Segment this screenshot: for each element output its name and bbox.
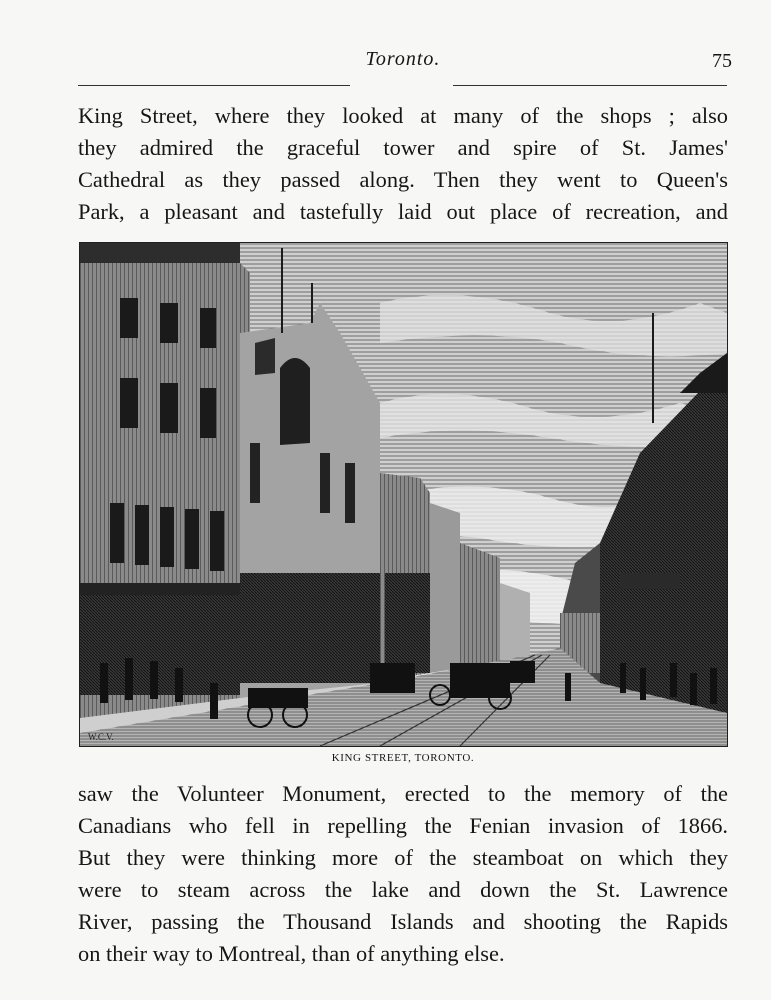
text-line: Cathedral as they passed along. Then they went to Queen's xyxy=(78,167,728,192)
header-rule-left xyxy=(78,85,350,86)
running-head xyxy=(78,48,732,78)
running-title: Toronto. xyxy=(365,48,441,70)
figure-caption: KING STREET, TORONTO. xyxy=(331,752,475,764)
text-line: But they were thinking more of the steamboat on which they xyxy=(78,845,728,870)
text-line: saw the Volunteer Monument, erected to the memory of the xyxy=(78,781,728,806)
header-rule-right xyxy=(453,85,727,86)
text-line: they admired the graceful tower and spire of St. James' xyxy=(78,135,728,160)
text-line: River, passing the Thousand Islands and shooting the Rapids xyxy=(78,909,728,934)
engraver-mark: W.C.V. xyxy=(88,732,114,742)
paragraph-bottom xyxy=(78,778,728,970)
text-line: were to steam across the lake and down the St. Lawrence xyxy=(78,877,728,902)
street-scene-drawing xyxy=(80,243,727,746)
text-line: King Street, where they looked at many of the shops ; also xyxy=(78,103,728,128)
paragraph-top xyxy=(78,100,728,228)
page-number: 75 xyxy=(712,50,732,72)
text-line: on their way to Montreal, than of anything else. xyxy=(78,941,505,966)
engraving-illustration xyxy=(79,242,728,747)
text-line: Park, a pleasant and tastefully laid out place of recreation, and xyxy=(78,199,728,224)
text-line: Canadians who fell in repelling the Fenian invasion of 1866. xyxy=(78,813,728,838)
